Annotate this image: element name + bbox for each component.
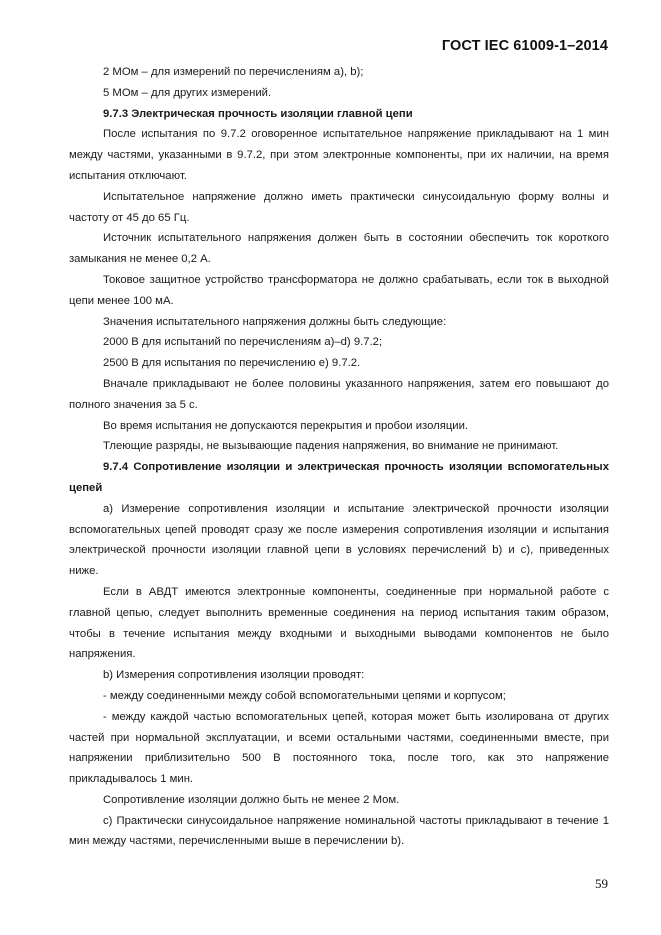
paragraph: 2000 В для испытаний по перечислениям a)–d) 9.7.2; xyxy=(103,336,383,349)
paragraph: Значения испытательного напряжения должны быть следующие: xyxy=(103,315,447,328)
paragraph: Испытательное напряжение должно иметь практически синусоидальную форму волны и частоту от 45 до 65 Гц. xyxy=(69,190,609,224)
paragraph: Вначале прикладывают не более половины указанного напряжения, затем его повышают до полного значения за 5 с. xyxy=(69,377,609,411)
paragraph: 2 МОм – для измерений по перечислениям a), b); xyxy=(103,66,364,78)
paragraph: Во время испытания не допускаются перекрытия и пробои изоляции. xyxy=(103,419,469,432)
paragraph: c) Практически синусоидальное напряжение номинальной частоты прикладывают в течение 1 мин между частями, перечисленными выше в перечислении b). xyxy=(69,814,609,848)
paragraph: 2500 В для испытания по перечислению e) 9.7.2. xyxy=(103,357,361,370)
paragraph: 5 МОм – для других измерений. xyxy=(103,86,272,99)
paragraph: - между каждой частью вспомогательных цепей, которая может быть изолирована от других частей при нормальной эксплуатации, и всеми остальными частями, соединенными вместе, при напряжении приблизительно 500 В постоянного тока, после того, как это напряжение прикладывалось 1 мин. xyxy=(69,710,609,786)
paragraph: a) Измерение сопротивления изоляции и испытание электрической прочности изоляции вспомогательных цепей проводят сразу же после измерения сопротивления изоляции и испытания электрической прочности изоляции главной цепи в условиях перечислений b) и c), приведенных ниже. xyxy=(69,502,609,578)
standard-header: ГОСТ IEC 61009-1–2014 xyxy=(441,38,608,54)
paragraph: Источник испытательного напряжения должен быть в состоянии обеспечить ток короткого замыкания не менее 0,2 А. xyxy=(69,232,609,266)
paragraph: Сопротивление изоляции должно быть не менее 2 Мом. xyxy=(103,793,400,806)
paragraph: - между соединенными между собой вспомогательными цепями и корпусом; xyxy=(103,689,506,702)
paragraph: b) Измерения сопротивления изоляции проводят: xyxy=(103,669,365,682)
section-heading-9-7-4: 9.7.4 Сопротивление изоляции и электрическая прочность изоляции вспомогательных цепей xyxy=(69,461,609,494)
paragraph: Тлеющие разряды, не вызывающие падения напряжения, во внимание не принимают. xyxy=(103,440,559,453)
section-heading-9-7-3: 9.7.3 Электрическая прочность изоляции главной цепи xyxy=(103,107,413,120)
paragraph: Если в АВДТ имеются электронные компоненты, соединенные при нормальной работе с главной цепью, следует выполнить временные соединения на период испытания таким образом, чтобы в течение испытания между входными и выходными выводами компонентов не было напряжения. xyxy=(69,585,609,661)
paragraph: Токовое защитное устройство трансформатора не должно срабатывать, если ток в выходной цепи менее 100 мА. xyxy=(69,273,609,307)
paragraph: После испытания по 9.7.2 оговоренное испытательное напряжение прикладывают на 1 мин между частями, указанными в 9.7.2, при этом электронные компоненты, при их наличии, на время испытания отключают. xyxy=(69,128,609,182)
document-body xyxy=(69,62,609,852)
page-number: 59 xyxy=(595,876,608,891)
